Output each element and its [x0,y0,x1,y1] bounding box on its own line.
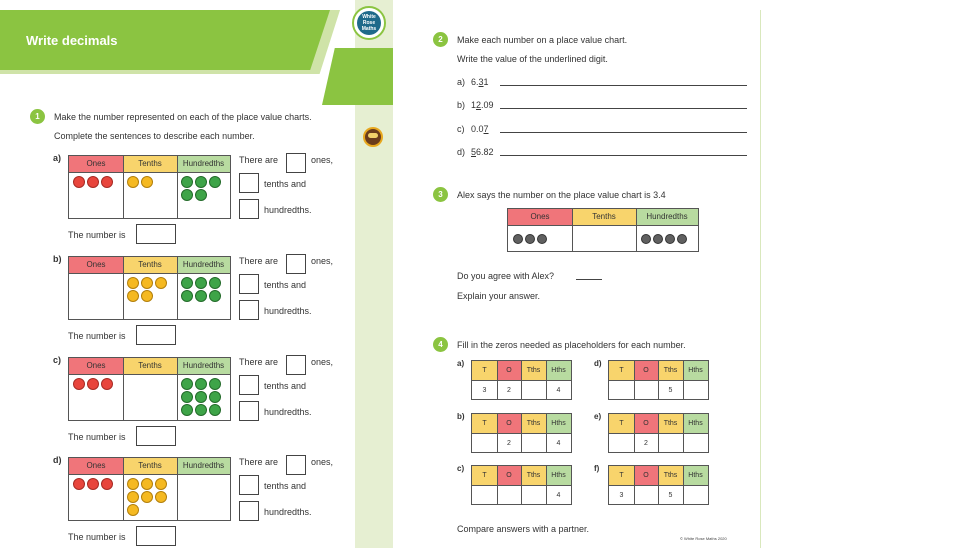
ones-answer-box[interactable] [286,254,306,274]
answer-line[interactable] [500,155,747,156]
placeholder-chart [608,360,709,400]
chart-divider [69,374,230,375]
question-number: 1 [30,109,45,124]
chart-header: Tths [658,414,683,433]
tenths-counter [141,491,153,503]
grey-counter [513,234,523,244]
chart-cell[interactable]: 5 [668,387,673,394]
chart-cell[interactable]: 4 [556,440,561,447]
tenths-counter [141,290,153,302]
chart-cell[interactable] [521,486,546,505]
header-tenths: Tenths [123,358,177,374]
item-label: d) [457,147,466,157]
chart-divider [123,458,124,520]
chart-divider [177,156,178,218]
tenths-counter [155,478,167,490]
chart-header: Hths [683,414,708,433]
chart-cell[interactable] [683,381,708,400]
number-is-text: The number is [68,230,126,240]
ones-counter [101,378,113,390]
hundredths-answer-box[interactable] [239,199,259,219]
chart-divider [508,225,698,226]
tenths-counter [127,277,139,289]
there-are-text: There are [239,155,279,165]
banner-wedge [322,48,393,105]
placeholder-chart [608,465,709,505]
answer-line[interactable] [500,108,747,109]
number-prefix: 0.0 [471,124,484,134]
number-answer-box[interactable] [136,426,176,446]
header-hundredths: Hundredths [177,156,230,172]
chart-header: O [497,361,521,380]
hundredths-counter [195,391,207,403]
chart-cell[interactable]: 3 [619,492,624,499]
chart-header: O [497,466,521,485]
hundredths-text: hundredths. [264,407,312,417]
ones-answer-box[interactable] [286,455,306,475]
header-ones: Ones [69,458,123,474]
chart-header: Tths [521,466,546,485]
q2-instruction: Make each number on a place value chart. [457,35,628,45]
grey-counter [641,234,651,244]
white-rose-logo [352,6,386,40]
chart-header: T [472,414,497,433]
logo-badge [357,11,381,35]
item-label: a) [457,77,466,87]
chart-divider [572,209,573,251]
q3-explain: Explain your answer. [457,291,541,301]
hundredths-text: hundredths. [264,306,312,316]
hundredths-counter [209,277,221,289]
hundredths-counter [181,378,193,390]
grey-counter [677,234,687,244]
header-ones: Ones [69,257,123,273]
chart-label: a) [457,359,465,368]
item-number [471,100,494,110]
answer-line[interactable] [500,132,747,133]
tenths-answer-box[interactable] [239,375,259,395]
chart-header: O [634,361,658,380]
grey-counter [665,234,675,244]
ones-counter [87,378,99,390]
header-tenths: Tenths [123,458,177,474]
ones-text: ones, [311,457,334,467]
tenths-text: tenths and [264,481,307,491]
number-suffix: 6.82 [476,147,494,157]
chart-cell[interactable] [609,381,634,400]
chart-divider [609,380,708,381]
chart-header: Tths [658,466,683,485]
header-hundredths: Hundredths [636,209,698,225]
underlined-digit: 7 [483,124,489,134]
place-value-chart [68,256,231,320]
tenths-counter [127,504,139,516]
tenths-answer-box[interactable] [239,475,259,495]
chart-divider [123,257,124,319]
hundredths-text: hundredths. [264,205,312,215]
item-number [471,147,494,157]
ones-counter [101,176,113,188]
item-label: b) [457,100,466,110]
chart-cell[interactable] [634,381,658,400]
chart-header: T [609,414,634,433]
header-ones: Ones [508,209,572,225]
header-tenths: Tenths [572,209,636,225]
number-is-text: The number is [68,432,126,442]
q4-footer: Compare answers with a partner. [457,524,590,534]
ones-text: ones, [311,357,334,367]
q1-instruction: Make the number represented on each of the place value charts. [54,112,312,122]
chart-divider [472,485,571,486]
tenths-answer-box[interactable] [239,274,259,294]
tenths-counter [127,290,139,302]
item-label: c) [457,124,465,134]
hundredths-counter [195,189,207,201]
header-tenths: Tenths [123,257,177,273]
hundredths-counter [181,391,193,403]
header-ones: Ones [69,358,123,374]
ones-counter [87,176,99,188]
chart-header: O [634,414,658,433]
q3-question: Do you agree with Alex? [457,271,555,281]
chart-header: T [472,361,497,380]
chart-label: b) [457,412,465,421]
chart-cell[interactable]: 4 [556,387,561,394]
chart-cell[interactable] [521,381,546,400]
place-value-chart [68,155,231,219]
number-suffix: 1 [483,77,489,87]
ones-counter [101,478,113,490]
place-value-chart [68,457,231,521]
ones-text: ones, [311,155,334,165]
hundredths-counter [181,176,193,188]
chart-label: f) [594,464,600,473]
chart-header: T [609,361,634,380]
ones-counter [73,176,85,188]
chart-cell[interactable] [472,486,497,505]
ones-answer-box[interactable] [286,153,306,173]
header-hundredths: Hundredths [177,257,230,273]
there-are-text: There are [239,457,279,467]
number-answer-box[interactable] [136,325,176,345]
chart-cell[interactable] [658,434,683,453]
question-number: 2 [433,32,448,47]
chart-cell[interactable] [683,486,708,505]
hundredths-counter [181,189,193,201]
q3-place-value-chart [507,208,699,252]
ones-text: ones, [311,256,334,266]
number-suffix: .09 [481,100,494,110]
chart-header: Tths [521,414,546,433]
number-prefix: 1 [471,100,477,110]
copyright: © White Rose Maths 2020 [680,536,727,541]
hundredths-answer-box[interactable] [239,300,259,320]
chart-divider [472,433,571,434]
chart-cell[interactable]: 2 [507,387,511,394]
q1-instruction: Complete the sentences to describe each number. [54,131,255,141]
hundredths-counter [195,176,207,188]
worksheet-page-2 [410,0,760,548]
tenths-text: tenths and [264,179,307,189]
chart-divider [177,257,178,319]
number-is-text: The number is [68,331,126,341]
chart-header: O [497,414,521,433]
tenths-counter [127,478,139,490]
grey-counter [525,234,535,244]
chart-cell[interactable]: 3 [482,387,487,394]
ones-counter [87,478,99,490]
chart-divider [123,156,124,218]
item-number [471,124,489,134]
number-prefix: 6. [471,77,479,87]
chart-header: Hths [546,414,571,433]
hundredths-counter [209,290,221,302]
hundredths-counter [195,404,207,416]
hundredths-counter [181,404,193,416]
ones-counter [73,478,85,490]
chart-label: e) [594,412,602,421]
chart-cell[interactable]: 5 [668,492,673,499]
grey-counter [537,234,547,244]
hundredths-counter [181,277,193,289]
chart-header: T [472,466,497,485]
chart-cell[interactable] [497,486,521,505]
chart-cell[interactable]: 2 [644,440,648,447]
there-are-text: There are [239,357,279,367]
tenths-counter [141,478,153,490]
part-label: a) [53,153,62,163]
chart-cell[interactable] [634,486,658,505]
hundredths-counter [209,391,221,403]
chart-cell[interactable] [609,434,634,453]
question-number: 3 [433,187,448,202]
ones-answer-box[interactable] [286,355,306,375]
header-ones: Ones [69,156,123,172]
chart-cell[interactable]: 2 [507,440,511,447]
hundredths-answer-box[interactable] [239,501,259,521]
ones-counter [73,378,85,390]
q4-instruction: Fill in the zeros needed as placeholders for each number. [457,340,686,350]
chart-cell[interactable]: 4 [556,492,561,499]
chart-header: Hths [546,466,571,485]
chart-divider [69,172,230,173]
underlined-digit: 3 [478,77,484,87]
tenths-text: tenths and [264,280,307,290]
chart-divider [177,458,178,520]
chart-divider [69,273,230,274]
placeholder-chart [471,360,572,400]
chart-divider [69,474,230,475]
header-tenths: Tenths [123,156,177,172]
tenths-counter [127,176,139,188]
tenths-counter [141,277,153,289]
hundredths-counter [195,290,207,302]
header-hundredths: Hundredths [177,458,230,474]
underlined-digit: 5 [471,147,477,157]
q3-answer-line[interactable] [576,279,602,280]
logo-word: White [362,14,376,20]
chart-header: Hths [683,361,708,380]
chart-header: Hths [546,361,571,380]
placeholder-chart [471,465,572,505]
hundredths-answer-box[interactable] [239,401,259,421]
chart-header: O [634,466,658,485]
owl-icon [363,127,383,147]
tenths-text: tenths and [264,381,307,391]
underlined-digit: 2 [476,100,482,110]
chart-cell[interactable] [683,434,708,453]
number-answer-box[interactable] [136,224,176,244]
chart-divider [636,209,637,251]
question-number: 4 [433,337,448,352]
chart-header: Tths [521,361,546,380]
hundredths-counter [209,176,221,188]
placeholder-chart [608,413,709,453]
hundredths-text: hundredths. [264,507,312,517]
tenths-counter [155,491,167,503]
logo-word: Rose [362,20,376,26]
q3-statement: Alex says the number on the place value chart is 3.4 [457,190,666,200]
number-answer-box[interactable] [136,526,176,546]
number-is-text: The number is [68,532,126,542]
grey-counter [653,234,663,244]
hundredths-counter [195,277,207,289]
hundredths-counter [181,290,193,302]
tenths-counter [141,176,153,188]
page-title: Write decimals [26,33,118,48]
logo-word: Maths [361,26,377,32]
hundredths-counter [209,378,221,390]
hundredths-counter [209,404,221,416]
chart-cell[interactable] [472,434,497,453]
chart-header: Tths [658,361,683,380]
chart-divider [609,433,708,434]
chart-label: c) [457,464,465,473]
hundredths-counter [195,378,207,390]
there-are-text: There are [239,256,279,266]
chart-divider [177,358,178,420]
chart-label: d) [594,359,602,368]
chart-divider [472,380,571,381]
placeholder-chart [471,413,572,453]
part-label: b) [53,254,62,264]
header-hundredths: Hundredths [177,358,230,374]
worksheet-page-1 [0,0,393,548]
part-label: c) [53,355,62,365]
chart-divider [123,358,124,420]
q2-instruction: Write the value of the underlined digit. [457,54,608,64]
tenths-counter [127,491,139,503]
place-value-chart [68,357,231,421]
tenths-counter [155,277,167,289]
part-label: d) [53,455,62,465]
item-number [471,77,489,87]
answer-line[interactable] [500,85,747,86]
tenths-answer-box[interactable] [239,173,259,193]
chart-header: T [609,466,634,485]
chart-divider [609,485,708,486]
chart-header: Hths [683,466,708,485]
chart-cell[interactable] [521,434,546,453]
